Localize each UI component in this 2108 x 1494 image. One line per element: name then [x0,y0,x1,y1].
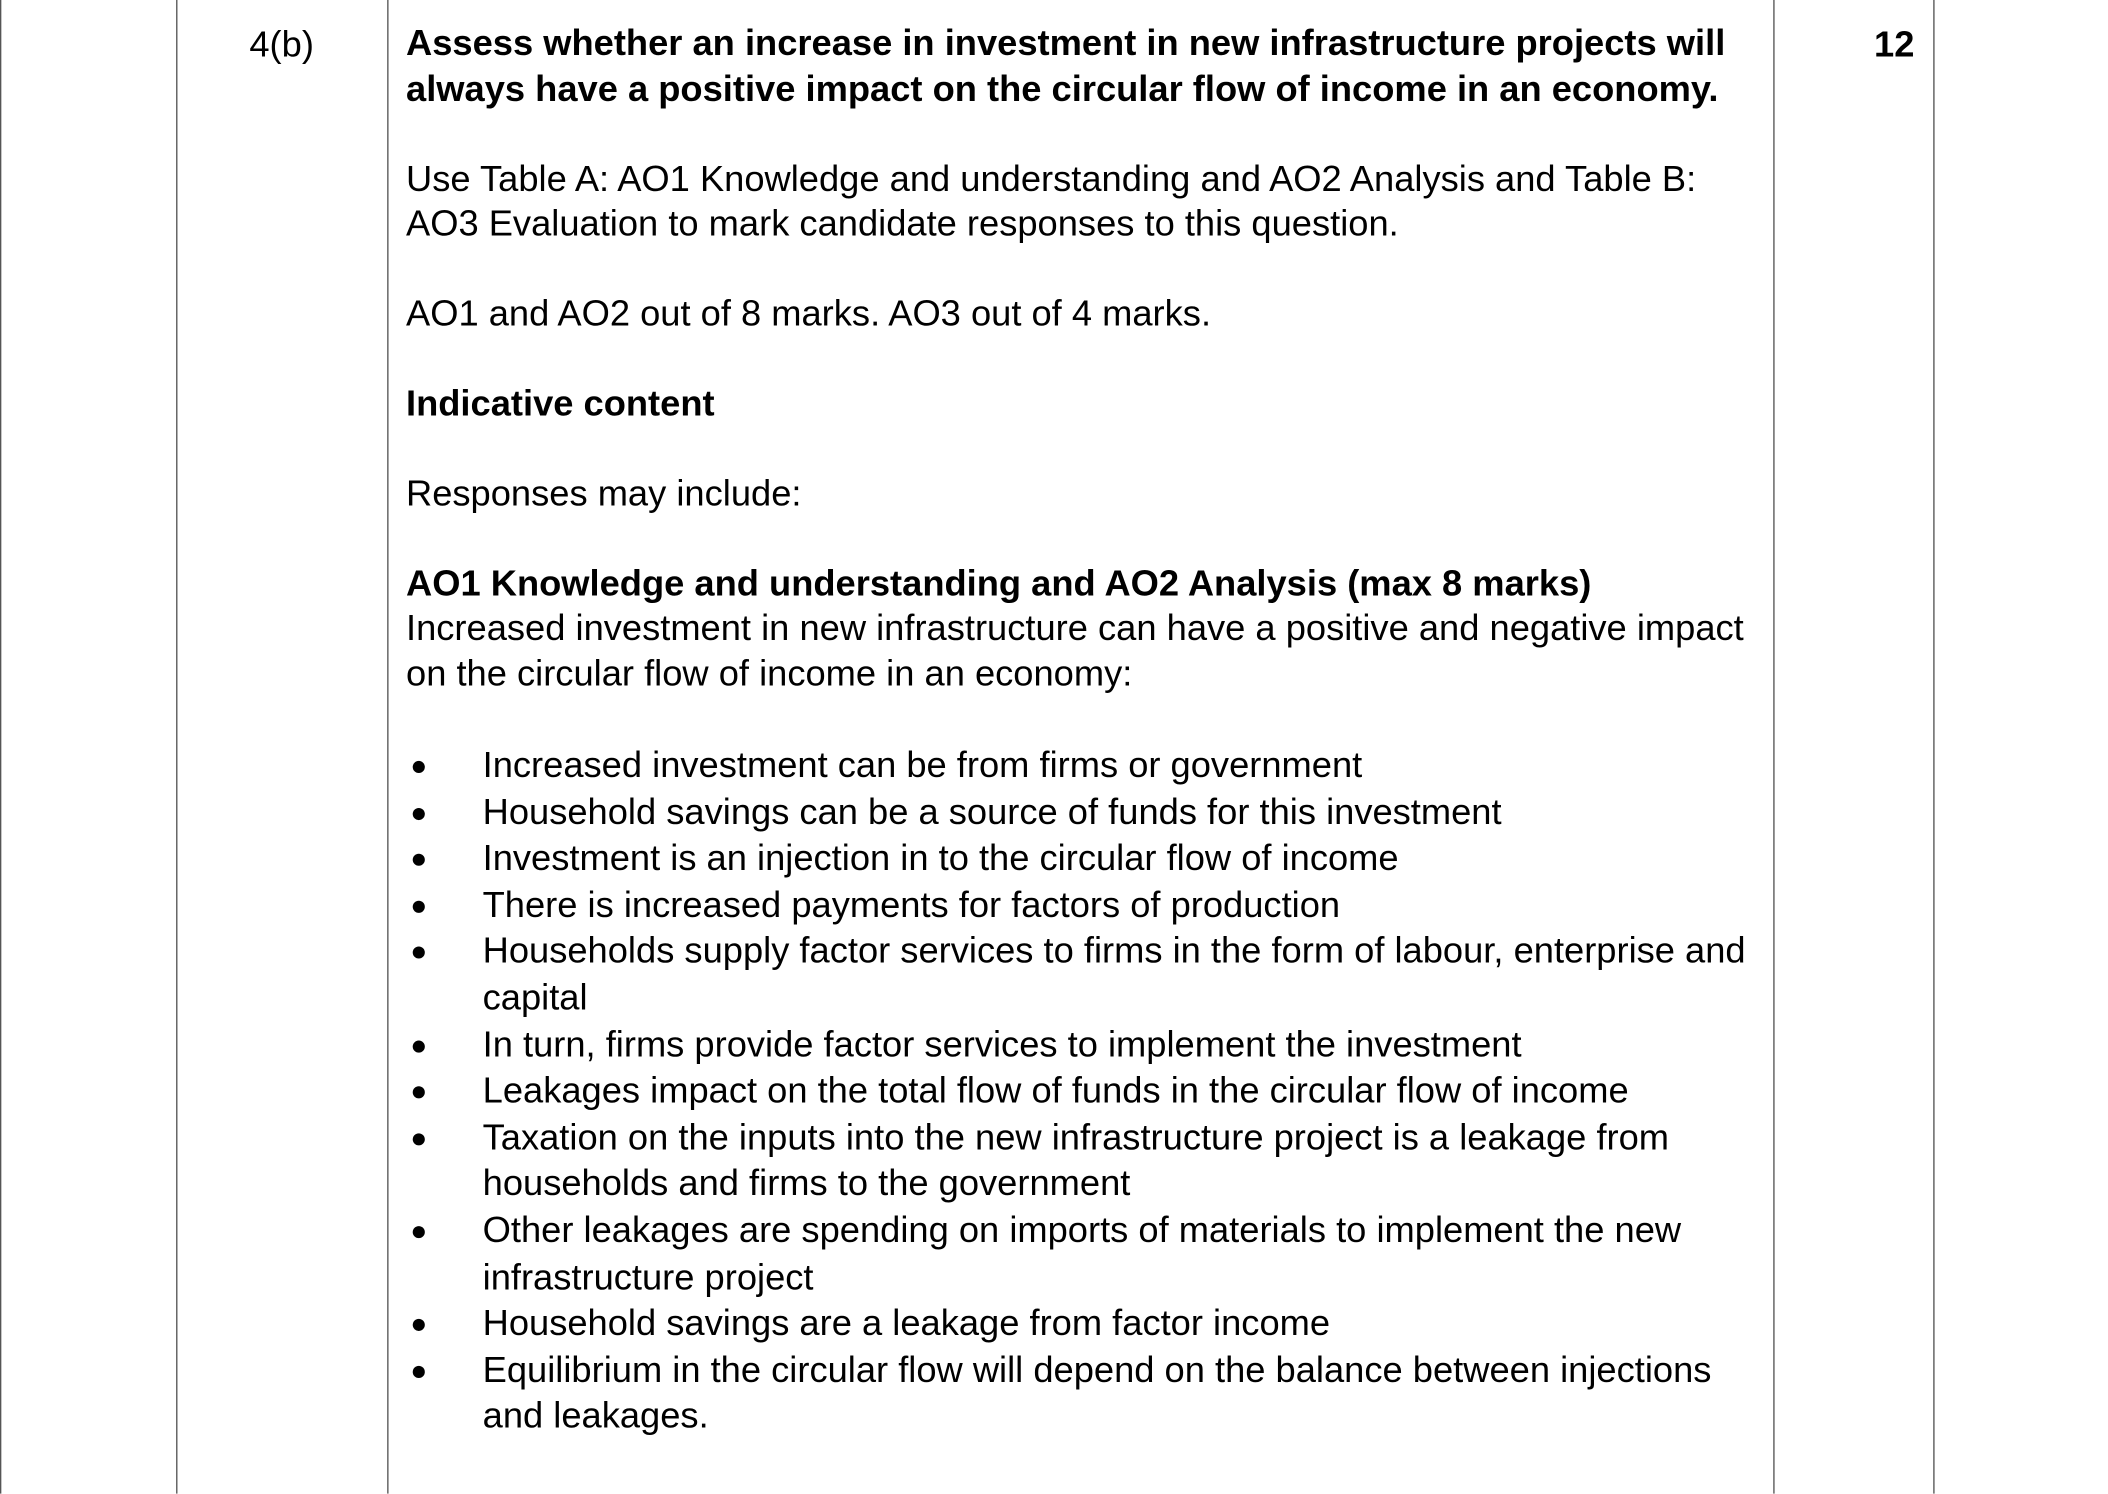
bullet-icon [413,1086,425,1098]
list-item [406,1207,1764,1300]
list-item-text: Leakages impact on the total flow of funds in the circular flow of income [482,1070,1629,1111]
list-item [406,1114,1764,1207]
bullet-icon [413,854,425,866]
list-item-text: Investment is an injection in to the circular flow of income [482,837,1399,879]
bullet-icon [413,1040,425,1052]
list-item [406,835,1764,882]
list-item [406,1068,1764,1115]
column-divider [1933,0,1934,1494]
bullet-icon [413,900,425,912]
indicative-heading: Indicative content [406,383,715,424]
question-text: Assess whether an increase in investment in new infrastructure projects will always have a positive impact on the circular flow of income in an economy. [406,22,1726,109]
bullet-icon [413,1365,425,1377]
ao-heading: AO1 Knowledge and understanding and AO2 Analysis (max 8 marks) [406,562,1592,604]
list-item [406,928,1764,1021]
list-item-text: Households supply factor services to firms in the form of labour, enterprise and capital [482,930,1746,1018]
list-item-text: Increased investment can be from firms or government [482,744,1363,786]
marks-total: 12 [1874,24,1915,65]
column-divider [176,0,177,1494]
bullet-icon [413,1319,425,1331]
list-item [406,1021,1764,1068]
column-divider [1773,0,1774,1494]
bullet-icon [413,761,425,773]
bullet-list [406,742,1764,1440]
list-item [406,789,1764,836]
answer-guidance [406,22,1764,1440]
list-item-text: There is increased payments for factors of production [482,884,1341,925]
list-item [406,1300,1764,1347]
bullet-icon [413,1133,425,1145]
list-item-text: Household savings are a leakage from factor income [482,1302,1331,1344]
list-item [406,1347,1764,1440]
table-border-left [0,0,1,1494]
list-item-text: Equilibrium in the circular flow will depend on the balance between injections and leakages. [482,1349,1712,1437]
bullet-icon [413,1226,425,1238]
list-item [406,742,1764,789]
question-number: 4(b) [249,24,314,65]
marking-instruction: Use Table A: AO1 Knowledge and understanding and AO2 Analysis and Table B: AO3 Evaluation to mark candidate responses to this question. [406,158,1697,244]
list-item [406,882,1764,929]
list-item-text: Taxation on the inputs into the new infrastructure project is a leakage from households and firms to the government [482,1116,1670,1204]
bullet-icon [413,807,425,819]
responses-intro: Responses may include: [406,472,802,514]
list-item-text: In turn, firms provide factor services to implement the investment [482,1023,1522,1065]
ao-intro: Increased investment in new infrastructure can have a positive and negative impact on the circular flow of income in an economy: [406,608,1744,694]
list-item-text: Household savings can be a source of funds for this investment [482,791,1502,832]
column-divider [387,0,388,1494]
list-item-text: Other leakages are spending on imports of materials to implement the new infrastructure project [482,1209,1682,1297]
bullet-icon [413,947,425,959]
mark-split: AO1 and AO2 out of 8 marks. AO3 out of 4 marks. [406,293,1212,334]
